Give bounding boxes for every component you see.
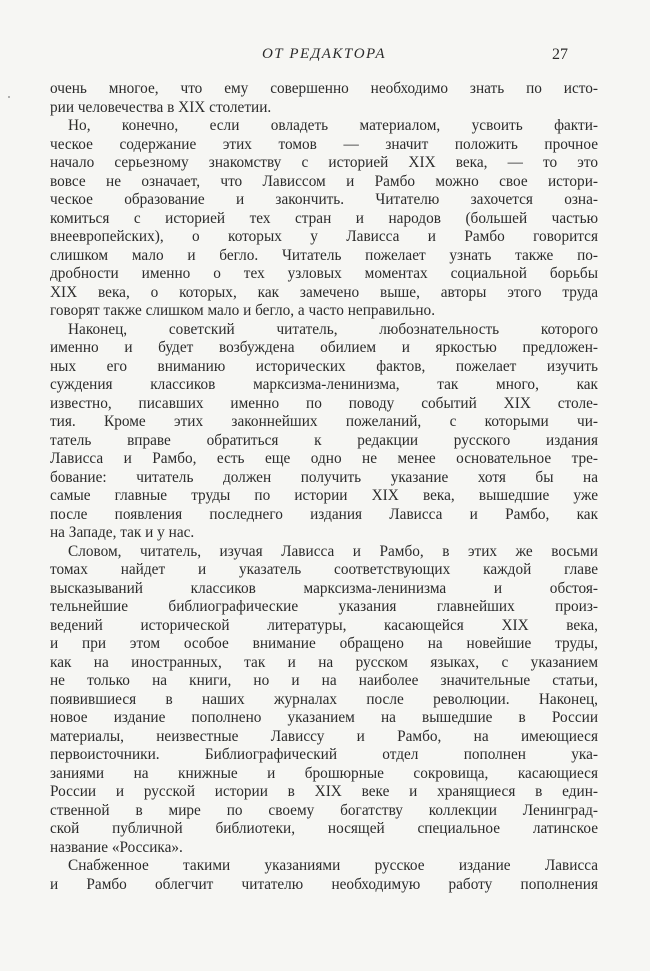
text-line: XIX века, о которых, как замечено выше, авторы этого труда xyxy=(50,283,598,301)
paragraph xyxy=(50,117,598,321)
page-body xyxy=(50,80,598,894)
text-line: Снабженное такими указаниями русское издание Лависса xyxy=(68,857,598,874)
paragraph xyxy=(50,857,598,894)
paragraph xyxy=(50,543,598,858)
text-line: дробности именно о тех узловых моментах социальной борьбы xyxy=(50,265,598,282)
text-line: заниями на книжные и брошюрные сокровища, касающиеся xyxy=(50,764,598,782)
text-line: именно и будет возбуждена обилием и яркостью предложен- xyxy=(50,339,598,356)
text-line: татель вправе обратиться к редакции русского издания xyxy=(50,431,598,449)
text-line: появившиеся в наших журналах после революции. Наконец, xyxy=(50,690,598,708)
text-line: и Рамбо облегчит читателю необходимую работу пополнения xyxy=(50,875,598,893)
text-line: Словом, читатель, изучая Лависса и Рамбо, в этих же восьми xyxy=(68,542,598,560)
text-line: высказываний классиков марксизма-ленинизма и обстоя- xyxy=(50,579,598,597)
running-title: ОТ РЕДАКТОРА xyxy=(261,46,387,62)
text-line: материалы, неизвестные Лависсу и Рамбо, на имеющиеся xyxy=(50,727,598,745)
text-line: ственной в мире по своему богатству коллекции Ленинград- xyxy=(50,801,598,819)
text-line: суждения классиков марксизма-ленинизма, так много, как xyxy=(50,376,598,393)
text-line: бование: читатель должен получить указание хотя бы на xyxy=(50,468,598,486)
text-line: известно, писавших именно по поводу событий XIX столе- xyxy=(50,394,598,412)
text-line: Наконец, советский читатель, любознательность которого xyxy=(68,320,598,338)
text-line: как на иностранных, так и на русском языках, с указанием xyxy=(50,653,598,671)
text-line: на Западе, так и у нас. xyxy=(50,524,195,541)
page-header xyxy=(50,46,598,68)
text-line: название «Россика». xyxy=(50,838,183,856)
text-line: после появления последнего издания Лависса и Рамбо, как xyxy=(50,505,598,523)
text-line: не только на книги, но и на наиболее значительные статьи, xyxy=(50,672,598,689)
text-line: тельнейшие библиографические указания главнейших произ- xyxy=(50,598,598,615)
text-line: говорят также слишком мало и бегло, а часто неправильно. xyxy=(50,302,436,319)
text-line: первоисточники. Библиографический отдел пополнен ука- xyxy=(50,746,598,763)
text-line: комиться с историей тех стран и народов (большей частью xyxy=(50,209,598,227)
text-line: тия. Кроме этих законнейших пожеланий, с которыми чи- xyxy=(50,413,598,430)
text-line: внеевропейских), о которых у Лависса и Рамбо говорится xyxy=(50,228,598,245)
paragraph xyxy=(50,80,598,117)
text-line: начало серьезному знакомству с историей XIX века, — то это xyxy=(50,154,598,171)
scan-speck xyxy=(8,96,10,98)
page-number: 27 xyxy=(552,46,568,63)
text-line: Лависса и Рамбо, есть еще одно не менее основательное тре- xyxy=(50,450,598,467)
text-line: рии человечества в XIX столетии. xyxy=(50,98,272,116)
text-line: слишком мало и бегло. Читатель пожелает узнать также по- xyxy=(50,246,598,264)
text-line: ской публичной библиотеки, носящей специальное латинское xyxy=(50,820,598,837)
text-line: Но, конечно, если овладеть материалом, усвоить факти- xyxy=(68,117,598,134)
text-line: ческое образование и закончить. Читателю захочется озна- xyxy=(50,191,598,208)
text-line: и при этом особое внимание обращено на новейшие труды, xyxy=(50,635,598,652)
text-line: очень многое, что ему совершенно необходимо знать по исто- xyxy=(50,80,598,97)
text-line: вовсе не означает, что Лависсом и Рамбо можно свое истори- xyxy=(50,172,598,190)
text-line: самые главные труды по истории XIX века, вышедшие уже xyxy=(50,487,598,504)
text-line: ных его вниманию исторических фактов, пожелает изучить xyxy=(50,357,598,375)
paragraph xyxy=(50,321,598,543)
text-line: новое издание пополнено указанием на вышедшие в России xyxy=(50,709,598,726)
text-line: России и русской истории в XIX веке и хранящиеся в един- xyxy=(50,783,598,800)
text-line: томах найдет и указатель соответствующих каждой главе xyxy=(50,561,598,578)
text-line: ческое содержание этих томов — значит положить прочное xyxy=(50,135,598,153)
text-line: ведений исторической литературы, касающейся XIX века, xyxy=(50,616,598,634)
